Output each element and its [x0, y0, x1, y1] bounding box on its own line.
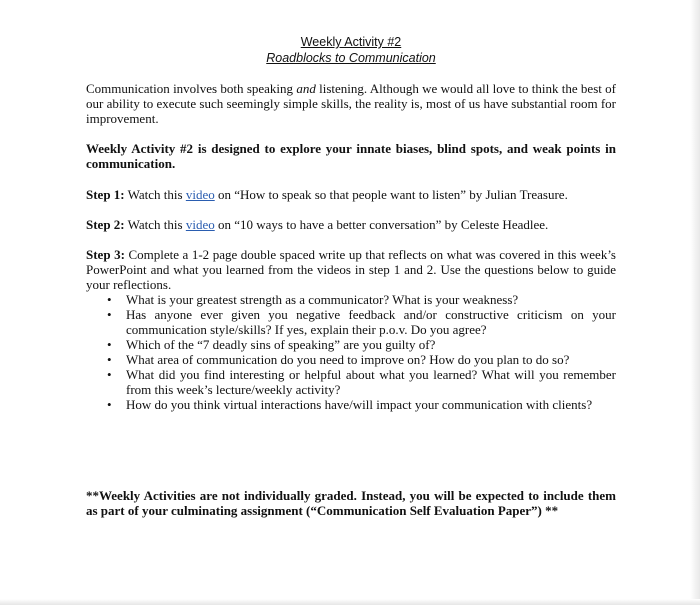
- step-2-text-start: Watch this: [124, 217, 186, 232]
- list-item: [107, 337, 616, 352]
- intro-text-end: listening. Although we would all love to think the best of our ability to execute such seemingly simple skills, the reality is, most of us have substantial room for improvement.: [86, 81, 616, 126]
- reflection-questions-list: [86, 292, 616, 412]
- list-item: [107, 352, 616, 367]
- document-title: Weekly Activity #2: [300, 35, 402, 49]
- question-text: Which of the “7 deadly sins of speaking” are you guilty of?: [126, 337, 436, 352]
- focus-statement: Weekly Activity #2 is designed to explore your innate biases, blind spots, and weak points in communication.: [86, 141, 616, 171]
- intro-paragraph: [86, 81, 616, 126]
- bullet-icon: •: [107, 367, 112, 382]
- document-subtitle: Roadblocks to Communication: [266, 51, 436, 65]
- bullet-icon: •: [107, 337, 112, 352]
- step-2-text-end: on “10 ways to have a better conversation” by Celeste Headlee.: [214, 217, 549, 232]
- question-text: What area of communication do you need to improve on? How do you plan to do so?: [126, 352, 570, 367]
- bullet-icon: •: [107, 307, 112, 322]
- step-3-text: Complete a 1-2 page double spaced write up that reflects on what was covered in this week’s PowerPoint and what you learned from the videos in step 1 and 2. Use the questions below to guide your reflections.: [86, 247, 616, 292]
- intro-text-start: Communication involves both speaking: [86, 81, 297, 96]
- step-1-label: Step 1:: [86, 187, 125, 202]
- page-edge-right: [690, 0, 700, 605]
- step-1: [86, 187, 616, 202]
- list-item: [107, 397, 616, 412]
- list-item: [107, 292, 616, 307]
- question-text: How do you think virtual interactions have/will impact your communication with clients?: [126, 397, 593, 412]
- bullet-icon: •: [107, 292, 112, 307]
- list-item: [107, 307, 616, 337]
- step-2-video-link[interactable]: video: [185, 217, 215, 232]
- bullet-icon: •: [107, 352, 112, 367]
- step-1-text-start: Watch this: [124, 187, 186, 202]
- step-1-video-link[interactable]: video: [185, 187, 215, 202]
- intro-emphasis: and: [296, 81, 316, 96]
- step-2: [86, 217, 616, 232]
- document-body: [86, 34, 616, 518]
- page-edge-bottom: [0, 599, 700, 605]
- bullet-icon: •: [107, 397, 112, 412]
- footer-note: **Weekly Activities are not individually graded. Instead, you will be expected to include them as part of your culminating assignment (“Communication Self Evaluation Paper”) **: [86, 488, 616, 518]
- step-1-text-end: on “How to speak so that people want to listen” by Julian Treasure.: [214, 187, 568, 202]
- step-3: [86, 247, 616, 292]
- step-2-label: Step 2:: [86, 217, 125, 232]
- list-item: [107, 367, 616, 397]
- question-text: What is your greatest strength as a communicator? What is your weakness?: [126, 292, 519, 307]
- question-text: What did you find interesting or helpful about what you learned? What will you remember from this week’s lecture/weekly activity?: [126, 367, 616, 397]
- question-text: Has anyone ever given you negative feedback and/or constructive criticism on your communication style/skills? If yes, explain their p.o.v. Do you agree?: [126, 307, 616, 337]
- step-3-label: Step 3:: [86, 247, 125, 262]
